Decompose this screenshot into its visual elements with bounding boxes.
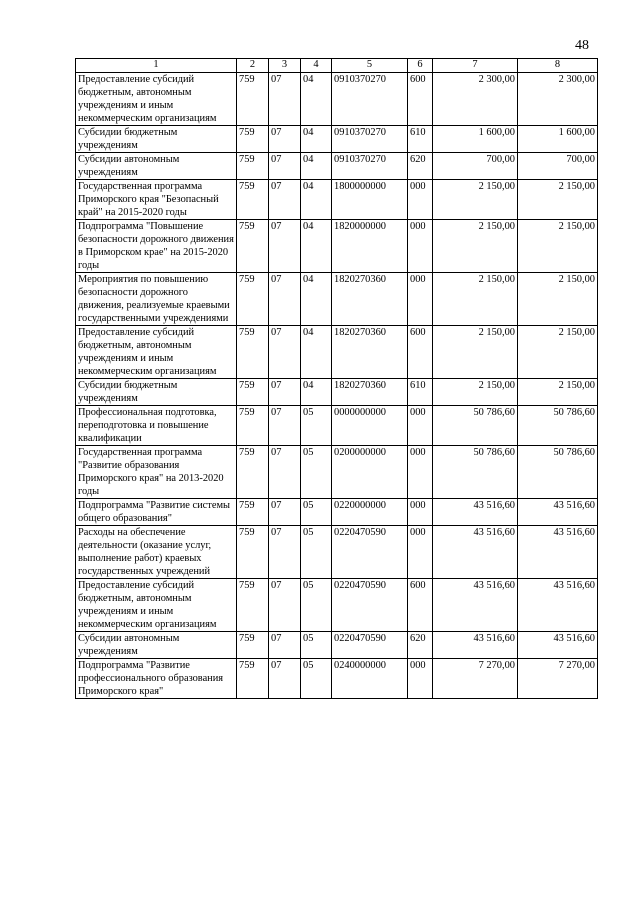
amount-year-2 bbox=[518, 273, 598, 326]
expense-type-code bbox=[408, 153, 433, 180]
amount-year-1-text: 2 300,00 bbox=[478, 74, 515, 85]
amount-year-2 bbox=[518, 526, 598, 579]
row-name-text: Предоставление субсидий бюджетным, автономным учреждениям и иным некоммерческим организациям bbox=[78, 327, 217, 377]
target-code-text: 0220000000 bbox=[334, 500, 386, 511]
expense-type-code-text: 000 bbox=[410, 221, 426, 232]
target-code bbox=[332, 73, 408, 126]
table-row bbox=[76, 632, 598, 659]
amount-year-1-text: 50 786,60 bbox=[473, 447, 515, 458]
section-code-text: 07 bbox=[271, 660, 282, 671]
target-code-text: 1820270360 bbox=[334, 327, 386, 338]
row-name bbox=[76, 406, 237, 446]
expense-type-code bbox=[408, 632, 433, 659]
admin-code-text: 759 bbox=[239, 633, 255, 644]
expense-type-code bbox=[408, 526, 433, 579]
expense-type-code bbox=[408, 220, 433, 273]
row-name-text: Расходы на обеспечение деятельности (оказание услуг, выполнение работ) краевых государственных учреждений bbox=[78, 527, 212, 577]
target-code-text: 0910370270 bbox=[334, 127, 386, 138]
amount-year-2-text: 2 150,00 bbox=[558, 181, 595, 192]
amount-year-2-text: 7 270,00 bbox=[558, 660, 595, 671]
row-name-text: Профессиональная подготовка, переподготовка и повышение квалификации bbox=[78, 407, 217, 444]
section-code bbox=[269, 632, 301, 659]
amount-year-1 bbox=[433, 220, 518, 273]
section-code-text: 07 bbox=[271, 154, 282, 165]
admin-code bbox=[237, 220, 269, 273]
admin-code-text: 759 bbox=[239, 407, 255, 418]
expense-type-code bbox=[408, 180, 433, 220]
expense-type-code bbox=[408, 579, 433, 632]
admin-code-text: 759 bbox=[239, 527, 255, 538]
row-name bbox=[76, 499, 237, 526]
page-number: 48 bbox=[575, 38, 589, 53]
admin-code-text: 759 bbox=[239, 74, 255, 85]
table-row bbox=[76, 126, 598, 153]
subsection-code bbox=[301, 446, 332, 499]
row-name bbox=[76, 632, 237, 659]
expense-type-code-text: 600 bbox=[410, 74, 426, 85]
amount-year-2-text: 43 516,60 bbox=[553, 633, 595, 644]
admin-code bbox=[237, 180, 269, 220]
admin-code-text: 759 bbox=[239, 380, 255, 391]
subsection-code-text: 05 bbox=[303, 500, 314, 511]
amount-year-2-text: 2 300,00 bbox=[558, 74, 595, 85]
header-row bbox=[76, 59, 598, 73]
row-name bbox=[76, 326, 237, 379]
amount-year-1-text: 2 150,00 bbox=[478, 181, 515, 192]
amount-year-1 bbox=[433, 126, 518, 153]
table-row bbox=[76, 659, 598, 699]
subsection-code bbox=[301, 126, 332, 153]
amount-year-1-text: 43 516,60 bbox=[473, 527, 515, 538]
expense-type-code bbox=[408, 73, 433, 126]
admin-code-text: 759 bbox=[239, 500, 255, 511]
subsection-code bbox=[301, 220, 332, 273]
header-cell: 6 bbox=[408, 59, 433, 73]
admin-code-text: 759 bbox=[239, 127, 255, 138]
section-code-text: 07 bbox=[271, 327, 282, 338]
expense-type-code-text: 600 bbox=[410, 327, 426, 338]
admin-code-text: 759 bbox=[239, 327, 255, 338]
admin-code-text: 759 bbox=[239, 154, 255, 165]
expense-type-code bbox=[408, 379, 433, 406]
row-name bbox=[76, 526, 237, 579]
amount-year-1-text: 2 150,00 bbox=[478, 221, 515, 232]
expense-type-code bbox=[408, 659, 433, 699]
subsection-code-text: 04 bbox=[303, 380, 314, 391]
target-code bbox=[332, 499, 408, 526]
section-code-text: 07 bbox=[271, 74, 282, 85]
section-code-text: 07 bbox=[271, 580, 282, 591]
table-row bbox=[76, 499, 598, 526]
amount-year-1-text: 2 150,00 bbox=[478, 274, 515, 285]
subsection-code-text: 04 bbox=[303, 221, 314, 232]
table-row bbox=[76, 73, 598, 126]
section-code bbox=[269, 526, 301, 579]
target-code bbox=[332, 526, 408, 579]
table-row bbox=[76, 153, 598, 180]
expense-type-code-text: 000 bbox=[410, 527, 426, 538]
row-name-text: Подпрограмма "Повышение безопасности дорожного движения в Приморском крае" на 2015-2020 годы bbox=[78, 221, 234, 271]
section-code-text: 07 bbox=[271, 407, 282, 418]
section-code bbox=[269, 579, 301, 632]
admin-code-text: 759 bbox=[239, 447, 255, 458]
amount-year-2 bbox=[518, 632, 598, 659]
amount-year-1 bbox=[433, 180, 518, 220]
amount-year-1-text: 50 786,60 bbox=[473, 407, 515, 418]
amount-year-2 bbox=[518, 153, 598, 180]
amount-year-2 bbox=[518, 446, 598, 499]
amount-year-1 bbox=[433, 446, 518, 499]
admin-code bbox=[237, 579, 269, 632]
amount-year-1 bbox=[433, 499, 518, 526]
amount-year-2-text: 2 150,00 bbox=[558, 274, 595, 285]
table-row bbox=[76, 446, 598, 499]
admin-code-text: 759 bbox=[239, 221, 255, 232]
amount-year-2-text: 50 786,60 bbox=[553, 407, 595, 418]
section-code-text: 07 bbox=[271, 221, 282, 232]
amount-year-2-text: 2 150,00 bbox=[558, 221, 595, 232]
target-code bbox=[332, 579, 408, 632]
target-code bbox=[332, 153, 408, 180]
subsection-code bbox=[301, 273, 332, 326]
expense-type-code-text: 610 bbox=[410, 127, 426, 138]
admin-code-text: 759 bbox=[239, 580, 255, 591]
subsection-code bbox=[301, 632, 332, 659]
header-cell: 7 bbox=[433, 59, 518, 73]
target-code bbox=[332, 659, 408, 699]
row-name bbox=[76, 73, 237, 126]
amount-year-2 bbox=[518, 180, 598, 220]
expense-type-code-text: 000 bbox=[410, 181, 426, 192]
expense-type-code bbox=[408, 126, 433, 153]
section-code bbox=[269, 446, 301, 499]
amount-year-2 bbox=[518, 126, 598, 153]
amount-year-1-text: 2 150,00 bbox=[478, 380, 515, 391]
expense-type-code bbox=[408, 326, 433, 379]
admin-code bbox=[237, 406, 269, 446]
admin-code bbox=[237, 73, 269, 126]
amount-year-2-text: 700,00 bbox=[566, 154, 595, 165]
subsection-code bbox=[301, 526, 332, 579]
row-name bbox=[76, 126, 237, 153]
target-code-text: 0910370270 bbox=[334, 74, 386, 85]
target-code bbox=[332, 632, 408, 659]
subsection-code-text: 05 bbox=[303, 407, 314, 418]
admin-code bbox=[237, 273, 269, 326]
amount-year-1 bbox=[433, 273, 518, 326]
header-cell: 1 bbox=[76, 59, 237, 73]
target-code-text: 0240000000 bbox=[334, 660, 386, 671]
section-code-text: 07 bbox=[271, 633, 282, 644]
admin-code bbox=[237, 446, 269, 499]
header-cell: 2 bbox=[237, 59, 269, 73]
row-name bbox=[76, 153, 237, 180]
row-name bbox=[76, 659, 237, 699]
row-name bbox=[76, 220, 237, 273]
subsection-code-text: 05 bbox=[303, 660, 314, 671]
table-row bbox=[76, 406, 598, 446]
target-code bbox=[332, 126, 408, 153]
expense-type-code bbox=[408, 406, 433, 446]
expense-type-code-text: 000 bbox=[410, 407, 426, 418]
subsection-code bbox=[301, 659, 332, 699]
amount-year-1 bbox=[433, 579, 518, 632]
section-code bbox=[269, 220, 301, 273]
amount-year-2 bbox=[518, 406, 598, 446]
table-row bbox=[76, 326, 598, 379]
subsection-code-text: 04 bbox=[303, 74, 314, 85]
row-name-text: Предоставление субсидий бюджетным, автономным учреждениям и иным некоммерческим организациям bbox=[78, 580, 217, 630]
amount-year-2 bbox=[518, 379, 598, 406]
expense-type-code-text: 600 bbox=[410, 580, 426, 591]
expense-type-code-text: 000 bbox=[410, 447, 426, 458]
target-code-text: 0000000000 bbox=[334, 407, 386, 418]
amount-year-2-text: 43 516,60 bbox=[553, 500, 595, 511]
header-cell: 8 bbox=[518, 59, 598, 73]
admin-code bbox=[237, 126, 269, 153]
subsection-code-text: 04 bbox=[303, 274, 314, 285]
budget-table bbox=[75, 58, 598, 699]
subsection-code-text: 04 bbox=[303, 127, 314, 138]
admin-code bbox=[237, 326, 269, 379]
target-code bbox=[332, 379, 408, 406]
admin-code bbox=[237, 632, 269, 659]
subsection-code bbox=[301, 379, 332, 406]
row-name bbox=[76, 579, 237, 632]
section-code bbox=[269, 659, 301, 699]
amount-year-1 bbox=[433, 73, 518, 126]
amount-year-1 bbox=[433, 379, 518, 406]
amount-year-1 bbox=[433, 526, 518, 579]
target-code-text: 0220470590 bbox=[334, 633, 386, 644]
amount-year-1-text: 1 600,00 bbox=[478, 127, 515, 138]
admin-code-text: 759 bbox=[239, 181, 255, 192]
expense-type-code-text: 620 bbox=[410, 633, 426, 644]
subsection-code bbox=[301, 579, 332, 632]
expense-type-code-text: 000 bbox=[410, 274, 426, 285]
table-row bbox=[76, 273, 598, 326]
section-code bbox=[269, 126, 301, 153]
subsection-code-text: 05 bbox=[303, 527, 314, 538]
section-code bbox=[269, 73, 301, 126]
row-name-text: Субсидии автономным учреждениям bbox=[78, 633, 180, 657]
row-name-text: Субсидии бюджетным учреждениям bbox=[78, 380, 178, 404]
subsection-code-text: 05 bbox=[303, 633, 314, 644]
amount-year-2 bbox=[518, 499, 598, 526]
subsection-code bbox=[301, 73, 332, 126]
expense-type-code-text: 000 bbox=[410, 660, 426, 671]
row-name-text: Государственная программа Приморского края "Безопасный край" на 2015-2020 годы bbox=[78, 181, 219, 218]
target-code-text: 1820000000 bbox=[334, 221, 386, 232]
subsection-code bbox=[301, 406, 332, 446]
header-cell: 4 bbox=[301, 59, 332, 73]
amount-year-1-text: 43 516,60 bbox=[473, 580, 515, 591]
row-name-text: Подпрограмма "Развитие системы общего образования" bbox=[78, 500, 231, 524]
header-cell: 5 bbox=[332, 59, 408, 73]
section-code bbox=[269, 406, 301, 446]
amount-year-1-text: 43 516,60 bbox=[473, 633, 515, 644]
target-code bbox=[332, 273, 408, 326]
target-code bbox=[332, 446, 408, 499]
row-name bbox=[76, 446, 237, 499]
amount-year-2 bbox=[518, 579, 598, 632]
admin-code bbox=[237, 153, 269, 180]
admin-code bbox=[237, 659, 269, 699]
subsection-code bbox=[301, 153, 332, 180]
section-code-text: 07 bbox=[271, 447, 282, 458]
subsection-code-text: 04 bbox=[303, 327, 314, 338]
admin-code bbox=[237, 526, 269, 579]
amount-year-2-text: 1 600,00 bbox=[558, 127, 595, 138]
row-name bbox=[76, 273, 237, 326]
section-code bbox=[269, 273, 301, 326]
section-code-text: 07 bbox=[271, 527, 282, 538]
row-name-text: Предоставление субсидий бюджетным, автономным учреждениям и иным некоммерческим организациям bbox=[78, 74, 217, 124]
amount-year-1 bbox=[433, 153, 518, 180]
row-name-text: Субсидии бюджетным учреждениям bbox=[78, 127, 178, 151]
subsection-code bbox=[301, 499, 332, 526]
header-cell: 3 bbox=[269, 59, 301, 73]
subsection-code-text: 04 bbox=[303, 154, 314, 165]
amount-year-1-text: 7 270,00 bbox=[478, 660, 515, 671]
section-code-text: 07 bbox=[271, 380, 282, 391]
expense-type-code-text: 620 bbox=[410, 154, 426, 165]
row-name-text: Мероприятия по повышению безопасности дорожного движения, реализуемые краевыми государственными учреждениями bbox=[78, 274, 230, 324]
amount-year-2-text: 43 516,60 bbox=[553, 527, 595, 538]
amount-year-1 bbox=[433, 632, 518, 659]
section-code bbox=[269, 499, 301, 526]
row-name-text: Подпрограмма "Развитие профессионального образования Приморского края" bbox=[78, 660, 224, 697]
section-code-text: 07 bbox=[271, 127, 282, 138]
target-code-text: 0220470590 bbox=[334, 580, 386, 591]
target-code-text: 1800000000 bbox=[334, 181, 386, 192]
section-code-text: 07 bbox=[271, 181, 282, 192]
expense-type-code bbox=[408, 499, 433, 526]
target-code-text: 0220470590 bbox=[334, 527, 386, 538]
expense-type-code bbox=[408, 446, 433, 499]
subsection-code bbox=[301, 326, 332, 379]
section-code bbox=[269, 379, 301, 406]
amount-year-1 bbox=[433, 406, 518, 446]
amount-year-2-text: 50 786,60 bbox=[553, 447, 595, 458]
expense-type-code-text: 610 bbox=[410, 380, 426, 391]
section-code-text: 07 bbox=[271, 274, 282, 285]
table-row bbox=[76, 579, 598, 632]
subsection-code-text: 05 bbox=[303, 447, 314, 458]
table-row bbox=[76, 220, 598, 273]
table-row bbox=[76, 379, 598, 406]
amount-year-1-text: 43 516,60 bbox=[473, 500, 515, 511]
amount-year-1-text: 700,00 bbox=[486, 154, 515, 165]
subsection-code bbox=[301, 180, 332, 220]
expense-type-code-text: 000 bbox=[410, 500, 426, 511]
row-name bbox=[76, 180, 237, 220]
amount-year-2 bbox=[518, 73, 598, 126]
section-code bbox=[269, 180, 301, 220]
target-code bbox=[332, 180, 408, 220]
target-code bbox=[332, 220, 408, 273]
target-code-text: 1820270360 bbox=[334, 274, 386, 285]
amount-year-2 bbox=[518, 326, 598, 379]
subsection-code-text: 05 bbox=[303, 580, 314, 591]
target-code-text: 0910370270 bbox=[334, 154, 386, 165]
subsection-code-text: 04 bbox=[303, 181, 314, 192]
amount-year-2-text: 2 150,00 bbox=[558, 327, 595, 338]
row-name-text: Субсидии автономным учреждениям bbox=[78, 154, 180, 178]
target-code-text: 1820270360 bbox=[334, 380, 386, 391]
target-code bbox=[332, 326, 408, 379]
admin-code bbox=[237, 379, 269, 406]
section-code-text: 07 bbox=[271, 500, 282, 511]
expense-type-code bbox=[408, 273, 433, 326]
admin-code bbox=[237, 499, 269, 526]
amount-year-2 bbox=[518, 659, 598, 699]
table-row bbox=[76, 526, 598, 579]
amount-year-2-text: 2 150,00 bbox=[558, 380, 595, 391]
row-name-text: Государственная программа "Развитие образования Приморского края" на 2013-2020 годы bbox=[78, 447, 224, 497]
admin-code-text: 759 bbox=[239, 660, 255, 671]
amount-year-1-text: 2 150,00 bbox=[478, 327, 515, 338]
table-row bbox=[76, 180, 598, 220]
target-code bbox=[332, 406, 408, 446]
section-code bbox=[269, 153, 301, 180]
section-code bbox=[269, 326, 301, 379]
amount-year-1 bbox=[433, 326, 518, 379]
amount-year-1 bbox=[433, 659, 518, 699]
amount-year-2-text: 43 516,60 bbox=[553, 580, 595, 591]
admin-code-text: 759 bbox=[239, 274, 255, 285]
row-name bbox=[76, 379, 237, 406]
target-code-text: 0200000000 bbox=[334, 447, 386, 458]
amount-year-2 bbox=[518, 220, 598, 273]
